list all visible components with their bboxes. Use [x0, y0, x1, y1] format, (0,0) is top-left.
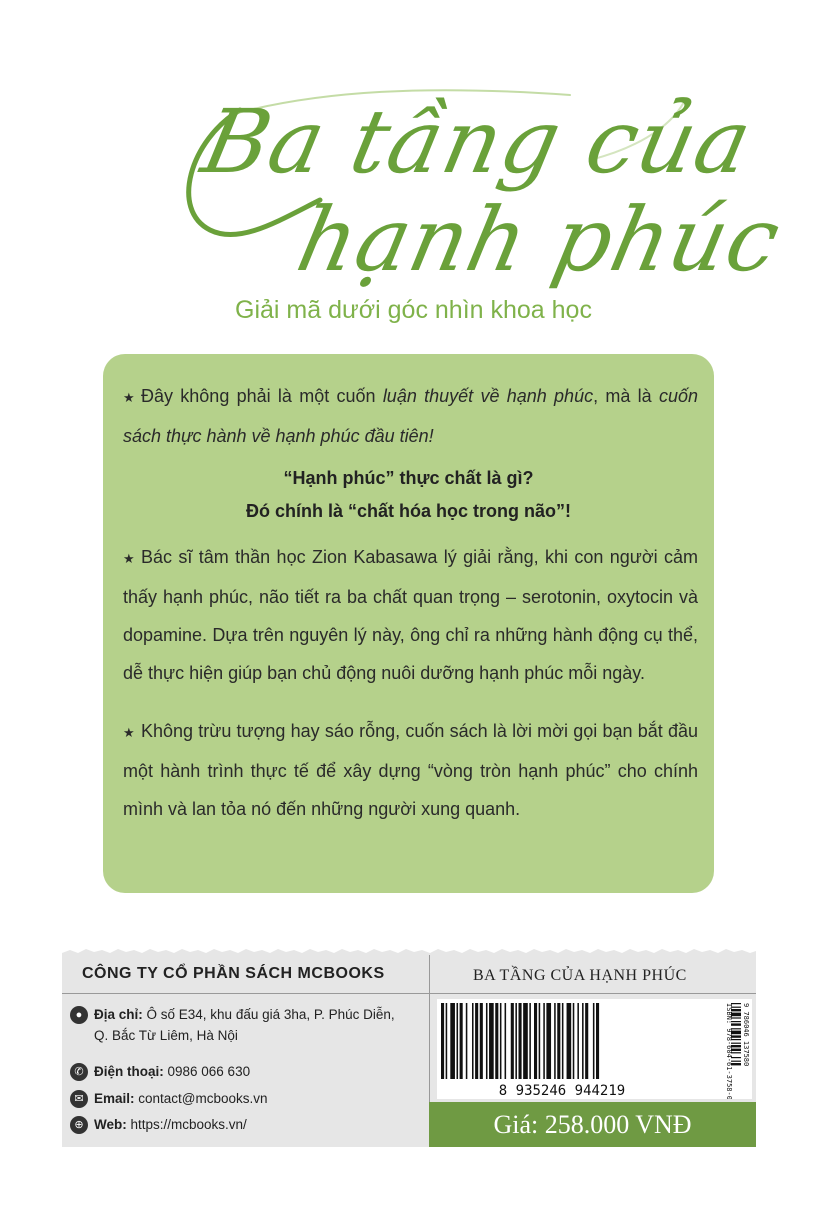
email-label: Email:	[94, 1091, 135, 1106]
price-label: Giá: 258.000 VNĐ	[493, 1110, 692, 1139]
location-pin-icon: ●	[70, 1006, 88, 1024]
description-card	[103, 354, 714, 893]
subtitle	[0, 296, 827, 325]
subtitle-text: Giải mã dưới góc nhìn khoa học	[235, 296, 592, 324]
company-name: CÔNG TY CỔ PHẦN SÁCH MCBOOKS	[82, 965, 385, 982]
p1-italic2: cuốn sách thực hành về hạnh phúc đầu tiên!	[123, 386, 698, 446]
address-value: Ô số E34, khu đấu giá 3ha, P. Phúc Diễn,	[142, 1007, 395, 1022]
p3-text: Không trừu tượng hay sáo rỗng, cuốn sách là lời mời gọi bạn bắt đầu một hành trình thực tế để xây dựng “vòng tròn hạnh phúc” cho chính mình và lan tỏa nó đến những người xung quanh.	[123, 721, 698, 819]
address-value-2: Q. Bắc Từ Liêm, Hà Nội	[94, 1028, 238, 1043]
paragraph-invitation	[123, 712, 698, 828]
paragraph-science	[123, 538, 698, 692]
barcode-number: 8 935246 944219	[498, 1083, 626, 1099]
divider	[62, 993, 756, 994]
barcode-graphic	[437, 999, 752, 1099]
title-line-1: Ba tầng của	[194, 90, 761, 193]
p1-text: Đây không phải là một cuốn	[141, 386, 383, 406]
address-label: Địa chỉ:	[94, 1007, 143, 1022]
title-line-2: hạnh phúc	[289, 188, 790, 291]
star-icon: ★	[123, 551, 135, 566]
email-value: contact@mcbooks.vn	[134, 1091, 268, 1106]
paragraph-intro	[123, 377, 698, 455]
isbn-text: ISBN: 978-604-61-3758-0	[725, 1003, 733, 1099]
star-icon: ★	[123, 725, 135, 740]
publisher-info-box	[62, 955, 756, 1147]
web-label: Web:	[94, 1117, 127, 1132]
book-name-small: BA TẦNG CỦA HẠNH PHÚC	[473, 967, 687, 984]
isbn-digits: 9 786046 137580	[742, 1003, 750, 1067]
barcode	[437, 999, 752, 1099]
phone-label: Điện thoại:	[94, 1064, 164, 1079]
question-line-2: Đó chính là “chất hóa học trong não”!	[245, 501, 571, 521]
book-title	[0, 70, 827, 300]
price-bar	[429, 1102, 756, 1147]
phone-value: 0986 066 630	[163, 1064, 251, 1079]
p1-italic: luận thuyết về hạnh phúc	[382, 386, 594, 406]
address-row	[70, 1004, 395, 1046]
question-line-1: “Hạnh phúc” thực chất là gì?	[283, 468, 534, 488]
star-icon: ★	[123, 390, 135, 405]
p2-text: Bác sĩ tâm thần học Zion Kabasawa lý giải rằng, khi con người cảm thấy hạnh phúc, não tiết ra ba chất quan trọng – serotonin, oxytocin và dopamine. Dựa trên nguyên lý này, ông chỉ ra những hành động cụ thể, dễ thực hiện giúp bạn chủ động nuôi dưỡng hạnh phúc mỗi ngày.	[123, 547, 698, 683]
web-value: https://mcbooks.vn/	[126, 1117, 247, 1132]
email-icon: ✉	[70, 1090, 88, 1108]
globe-icon: ⊕	[70, 1116, 88, 1134]
email-row	[70, 1088, 268, 1109]
web-row	[70, 1114, 247, 1135]
phone-row	[70, 1061, 250, 1082]
p1-mid: , mà là	[593, 386, 659, 406]
phone-icon: ✆	[70, 1063, 88, 1081]
